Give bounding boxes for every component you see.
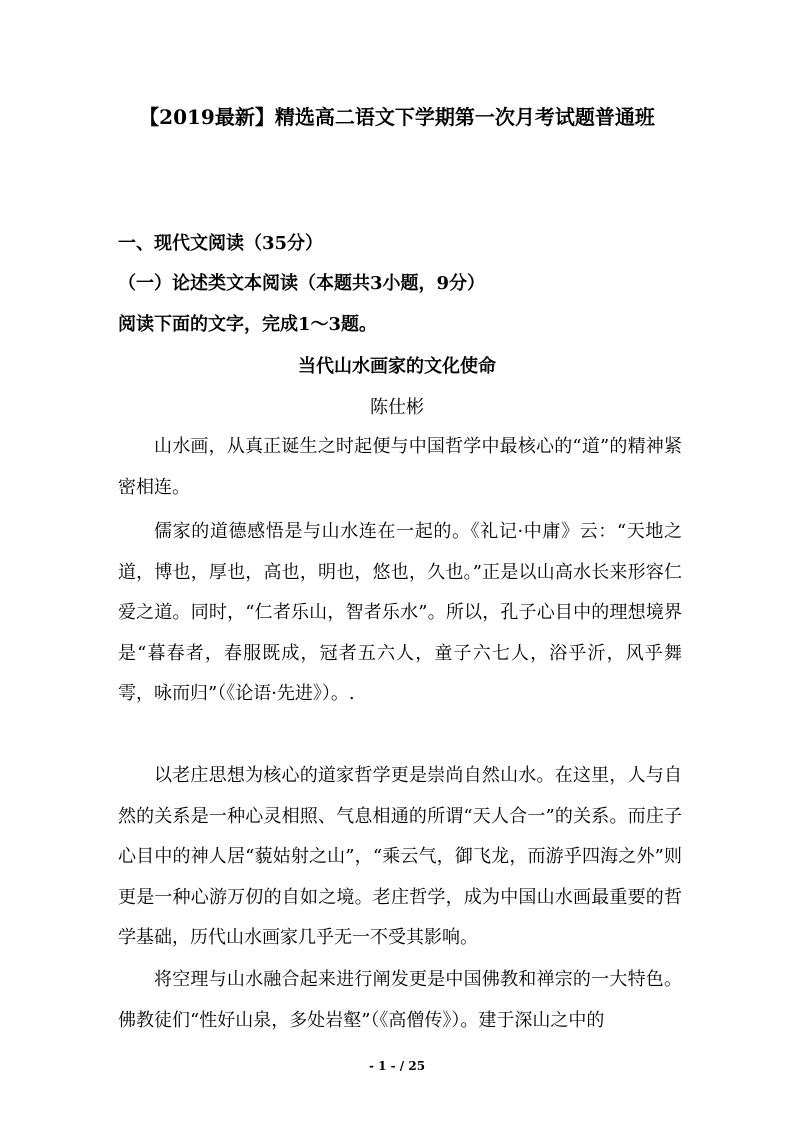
reading-instruction: 阅读下面的文字，完成1～3题。 [118,314,378,335]
article-paragraph-1: 山水画，从真正诞生之时起便与中国哲学中最核心的“道”的精神紧密相连。 [118,436,682,498]
page-number: - 1 - / 25 [368,1059,426,1073]
article-paragraph-3: 以老庄思想为核心的道家哲学更是崇尚自然山水。在这里，人与自然的关系是一种心灵相照、气息相通的所谓“天人合一”的关系。而庄子心目中的神人居“藐姑射之山”，“乘云气，御飞龙，而游乎四海之外”则更是一种心游万仞的自如之境。老庄哲学，成为中国山水画最重要的哲学基础，历代山水画家几乎无一不受其影响。 [118,765,682,949]
article-paragraph-2: 儒家的道德感悟是与山水连在一起的。《礼记·中庸》云：“天地之道，博也，厚也，高也，明也，悠也，久也。”正是以山高水长来形容仁爱之道。同时，“仁者乐山，智者乐水”。所以，孔子心目中的理想境界是“暮春者，春服既成，冠者五六人，童子六七人，浴乎沂，风乎舞雩，咏而归”（《论语·先进》）。. [118,521,682,705]
article-author: 陈仕彬 [370,397,424,418]
article-title: 当代山水画家的文化使命 [298,356,496,377]
section-heading: 一、现代文阅读（35分） [118,233,324,254]
subsection-heading: （一）论述类文本阅读（本题共3小题，9分） [118,273,486,294]
article-paragraph-4: 将空理与山水融合起来进行阐发更是中国佛教和禅宗的一大特色。佛教徒们“性好山泉，多处岩壑”（《高僧传》）。建于深山之中的 [118,969,682,1031]
document-title: 【2019最新】精选高二语文下学期第一次月考试题普通班 [139,105,655,129]
